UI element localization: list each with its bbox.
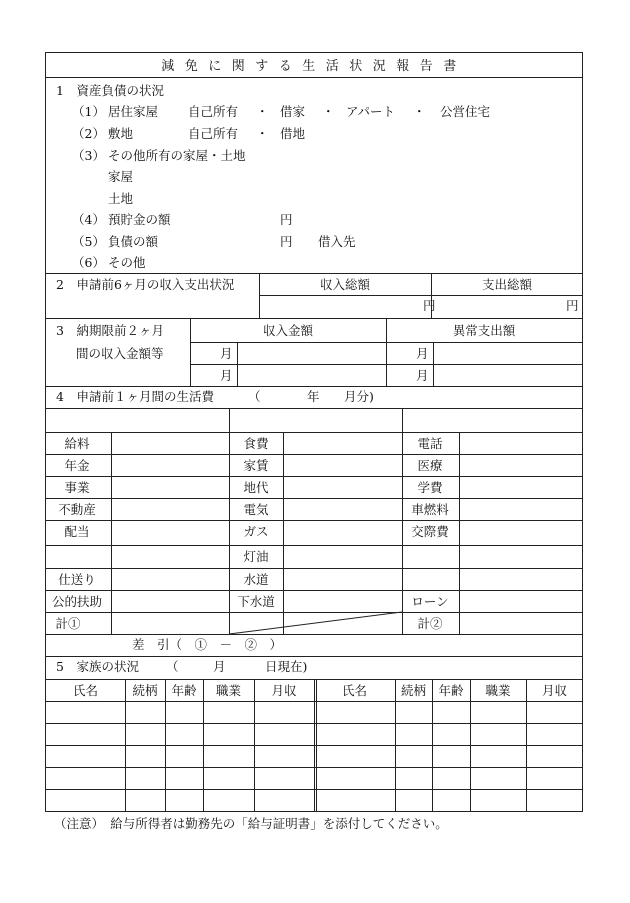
expense-item-label: 家賃 (243, 458, 269, 473)
income-item-label: 年金 (64, 458, 90, 473)
column-line (470, 679, 471, 811)
month-label: 月 (220, 346, 233, 361)
expense-item-label: 地代 (243, 480, 269, 495)
expense-item-label: 水道 (243, 572, 269, 587)
family-column-header: 氏名 (341, 683, 368, 698)
month-label: 月 (220, 368, 233, 383)
section1-heading: 1 資産負債の状況 (56, 83, 164, 98)
other-property-label: その他所有の家屋・土地 (108, 148, 246, 163)
month-label: 月 (416, 346, 429, 361)
family-column-header: 続柄 (132, 683, 158, 698)
family-column-header: 職業 (215, 683, 242, 698)
period-paren: （ (248, 389, 261, 404)
section3-heading-2: 間の収入金額等 (76, 346, 164, 361)
expense-item-label: 下水道 (237, 594, 275, 609)
column-line (316, 679, 317, 811)
expense-item-label: 交際費 (411, 524, 449, 539)
misc-label: その他 (108, 255, 146, 270)
house-option: ・ (322, 104, 335, 119)
debt-label: 負債の額 (108, 234, 159, 249)
total-1-label: 計① (55, 616, 81, 631)
column-line (203, 679, 204, 811)
yen-unit: 円 (423, 298, 436, 313)
expense-item-label: 車燃料 (411, 502, 449, 517)
land-option: ・ (256, 126, 269, 141)
lender-label: 借入先 (318, 234, 356, 249)
other-house-label: 家屋 (108, 169, 134, 184)
item-number: （5） (72, 234, 105, 249)
column-line (526, 679, 527, 811)
house-option: ・ (413, 104, 426, 119)
other-land-label: 土地 (108, 191, 134, 206)
yen-unit: 円 (280, 234, 293, 249)
expense-item-label: ローン (411, 594, 449, 609)
column-line (254, 679, 255, 811)
family-column-header: 月収 (541, 683, 568, 698)
unusual-expense-header: 異常支出額 (452, 323, 516, 338)
month-label: 月 (416, 368, 429, 383)
yen-unit: 円 (280, 212, 293, 227)
family-column-header: 続柄 (400, 683, 427, 698)
form-title: 減免に関する生活状況報告書 (161, 59, 467, 74)
income-item-label: 不動産 (58, 502, 96, 517)
column-line (165, 679, 166, 811)
house-option: 自己所有 (188, 104, 239, 119)
period-month: 月分) (344, 389, 374, 404)
section3-heading: 3 納期限前２ヶ月 (56, 323, 164, 338)
income-item-label: 配当 (64, 524, 90, 539)
land-option: 自己所有 (188, 126, 239, 141)
land-option: 借地 (280, 126, 306, 141)
date-day: 日現在) (265, 659, 308, 674)
family-column-header: 年齢 (171, 683, 197, 698)
income-item-label: 事業 (64, 480, 90, 495)
item-number: （1） (72, 104, 105, 119)
section4-heading: 4 申請前１ヶ月間の生活費 (56, 389, 214, 404)
expense-item-label: 灯油 (243, 549, 269, 564)
item-number: （4） (72, 212, 105, 227)
column-line (314, 679, 315, 811)
date-month: 月 (213, 659, 226, 674)
expense-item-label: 電気 (243, 502, 269, 517)
item-number: （3） (72, 148, 105, 163)
expense-item-label: 医療 (417, 458, 443, 473)
item-number: （2） (72, 126, 105, 141)
income-item-label: 給料 (64, 436, 90, 451)
item-number: （6） (72, 255, 105, 270)
family-column-header: 氏名 (72, 683, 99, 698)
house-option: ・ (256, 104, 269, 119)
family-column-header: 年齢 (438, 683, 464, 698)
land-label: 敷地 (108, 126, 134, 141)
expense-item-label: 電話 (417, 436, 443, 451)
family-column-header: 月収 (271, 683, 297, 698)
report-form (45, 52, 583, 812)
difference-label: 差 引（ ① － ② ） (132, 637, 283, 652)
column-line (395, 679, 396, 811)
date-paren: （ (166, 659, 179, 674)
house-option: 借家 (280, 104, 306, 119)
column-line (125, 679, 126, 811)
expense-item-label: 学費 (417, 480, 443, 495)
total-2-label: 計② (417, 616, 443, 631)
section2-heading: 2 申請前6ヶ月の収入支出状況 (56, 277, 235, 292)
income-item-label: 仕送り (58, 572, 96, 587)
deposit-label: 預貯金の額 (108, 212, 171, 227)
income-item-label: 公的扶助 (51, 594, 103, 609)
section5-heading: 5 家族の状況 (56, 659, 139, 674)
expense-item-label: 食費 (243, 436, 269, 451)
house-option: 公営住宅 (440, 104, 491, 119)
diagonal-line (229, 612, 402, 634)
yen-unit: 円 (566, 298, 579, 313)
house-label: 居住家屋 (108, 104, 159, 119)
period-year: 年 (307, 389, 320, 404)
income-total-header: 収入総額 (319, 277, 371, 292)
income-amount-header: 収入金額 (262, 323, 314, 338)
expense-total-header: 支出総額 (481, 277, 533, 292)
column-line (432, 679, 433, 811)
attachment-note: （注意） 給与所得者は勤務先の「給与証明書」を添付してください。 (54, 816, 448, 831)
house-option: アパート (346, 104, 396, 119)
family-column-header: 職業 (485, 683, 511, 698)
expense-item-label: ガス (243, 524, 269, 539)
